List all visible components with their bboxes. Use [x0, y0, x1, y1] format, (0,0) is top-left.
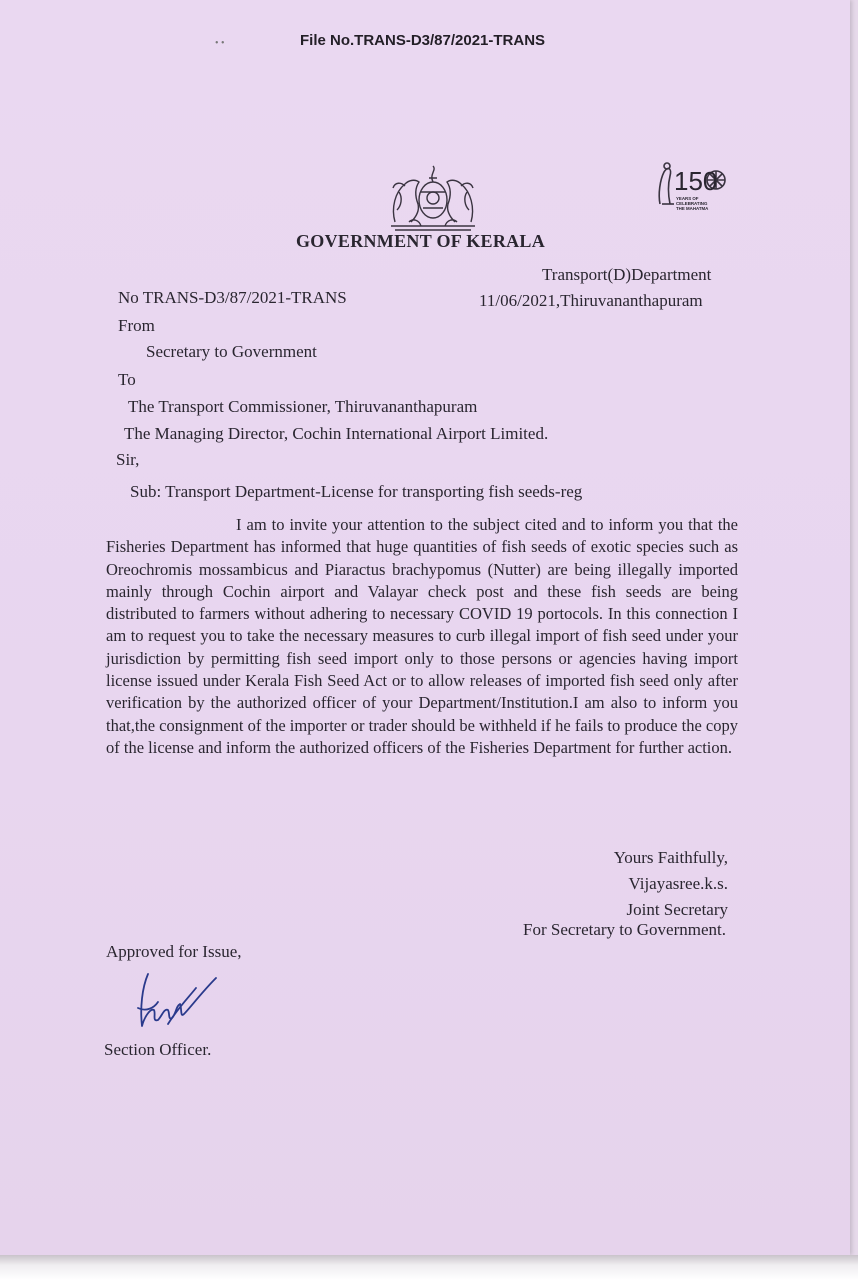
from-label: From	[118, 316, 155, 335]
section-officer-label: Section Officer.	[104, 1040, 212, 1059]
salutation: Sir,	[116, 450, 140, 469]
subject-line: Sub: Transport Department-License for transporting fish seeds-reg	[130, 482, 583, 501]
svg-text:YEARS OF: YEARS OF	[676, 196, 699, 201]
scan-speck: • •	[215, 38, 225, 49]
reference-number: No TRANS-D3/87/2021-TRANS	[118, 288, 347, 307]
from-value: Secretary to Government	[146, 342, 317, 361]
closing-yours-faithfully: Yours Faithfully,	[613, 848, 728, 867]
scan-bottom-edge	[0, 1255, 858, 1280]
date-and-place: 11/06/2021,Thiruvananthapuram	[479, 291, 703, 310]
handwritten-signature-icon	[128, 968, 220, 1040]
signatory-name: Vijayasree.k.s.	[628, 874, 728, 893]
recipient-1: The Transport Commissioner, Thiruvananthapuram	[128, 397, 478, 416]
svg-text:THE MAHATMA: THE MAHATMA	[676, 206, 709, 211]
approved-for-issue: Approved for Issue,	[106, 942, 242, 961]
to-label: To	[118, 370, 136, 389]
recipient-2: The Managing Director, Cochin International Airport Limited.	[124, 424, 549, 443]
for-secretary: For Secretary to Government.	[523, 920, 726, 939]
government-title: GOVERNMENT OF KERALA	[296, 231, 546, 251]
letter-body: I am to invite your attention to the subject cited and to inform you that the Fisheries Department has informed that huge quantities of fish seeds of exotic species such as Oreochromis mossambicus and Piaractus brachypomus (Nutter) are being illegally imported mainly through Cochin airport and Valayar check post and these fish seeds are being distributed to farmers without adhering to necessary COVID 19 portocols. In this connection I am to request you to take the necessary measures to curb illegal import of fish seed under your jurisdiction by permitting fish seed import only to those persons or agencies having import license issued under Kerala Fish Seed Act or to allow releases of imported fish seed only after verification by the authorized officer of your Department/Institution.I am also to inform you that,the consignment of the importer or trader should be withheld if he fails to produce the copy of the license and inform the authorized officers of the Fisheries Department for further action.	[106, 515, 738, 757]
department-name: Transport(D)Department	[542, 265, 712, 284]
file-number: File No.TRANS-D3/87/2021-TRANS	[300, 32, 546, 49]
svg-text:CELEBRATING: CELEBRATING	[676, 201, 708, 206]
kerala-emblem-icon	[385, 162, 481, 234]
mahatma-150-logo-icon	[654, 158, 734, 220]
logo-150-number: 150	[674, 166, 718, 196]
signatory-designation: Joint Secretary	[626, 900, 728, 919]
